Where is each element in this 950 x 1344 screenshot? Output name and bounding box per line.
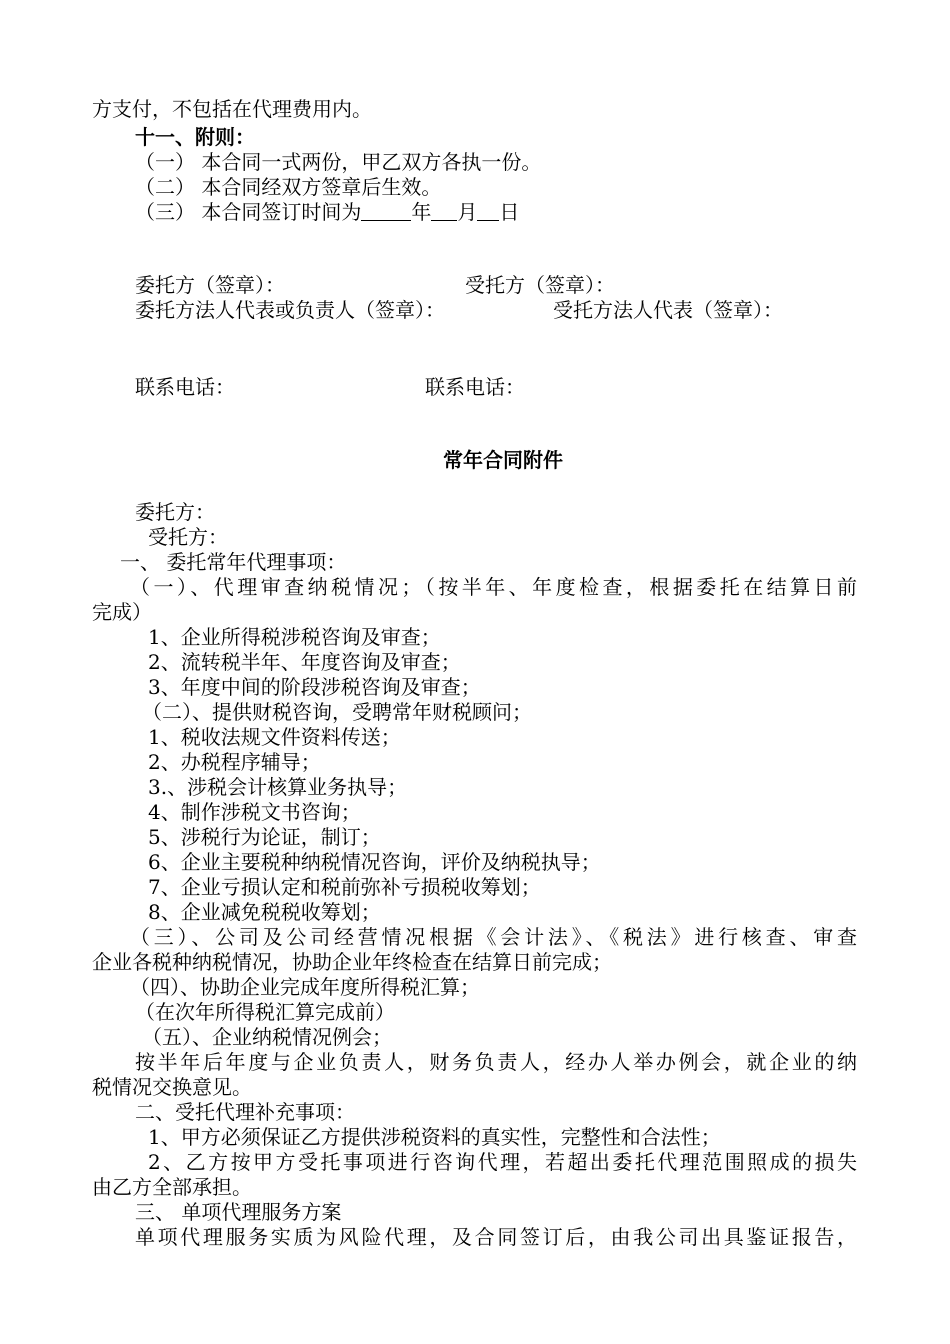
text-line: 完成）	[92, 600, 152, 624]
text-line: （一） 本合同一式两份，甲乙双方各执一份。	[135, 150, 542, 174]
text-line: （一）、代理审查纳税情况；（按半年、年度检查，根据委托在结算日前	[130, 575, 857, 599]
list-item: 1、企业所得税涉税咨询及审查；	[148, 625, 441, 649]
text-line: 委托方：	[135, 500, 215, 524]
list-item: 1、甲方必须保证乙方提供涉税资料的真实性，完整性和合法性；	[148, 1125, 721, 1149]
section-heading: 三、 单项代理服务方案	[135, 1200, 342, 1224]
signature-label-agent-rep: 受托方法人代表（签章）：	[553, 298, 783, 322]
phone-label-client: 联系电话：	[135, 375, 235, 399]
list-item: 3.、涉税会计核算业务执导；	[148, 775, 408, 799]
text-line: 二、受托代理补充事项：	[135, 1100, 355, 1124]
day-label: 日	[499, 200, 520, 224]
section-heading: 十一、附则：	[135, 125, 255, 149]
list-item: 7、企业亏损认定和税前弥补亏损税收筹划；	[148, 875, 541, 899]
text-line: 企业各税种纳税情况，协助企业年终检查在结算日前完成；	[92, 950, 612, 974]
list-item: 2、办税程序辅导；	[148, 750, 321, 774]
list-item: 5、涉税行为论证，制订；	[148, 825, 381, 849]
text-line: 税情况交换意见。	[92, 1075, 252, 1099]
list-item: 2、流转税半年、年度咨询及审查；	[148, 650, 461, 674]
list-item: 6、企业主要税种纳税情况咨询，评价及纳税执导；	[148, 850, 601, 874]
signature-label-client: 委托方（签章）：	[135, 273, 285, 297]
text-line: （在次年所得税汇算完成前）	[135, 1000, 395, 1024]
day-blank	[477, 202, 499, 221]
list-item: 3、年度中间的阶段涉税咨询及审查；	[148, 675, 481, 699]
text-line: （三） 本合同签订时间为	[135, 200, 362, 224]
text-line: 受托方：	[148, 525, 228, 549]
month-label: 月	[457, 200, 478, 224]
year-label: 年	[411, 200, 432, 224]
month-blank	[431, 202, 457, 221]
text-line: 单项代理服务实质为风险代理，及合同签订后，由我公司出具鉴证报告，	[135, 1225, 857, 1249]
signing-date-line	[135, 200, 519, 225]
phone-label-agent: 联系电话：	[425, 375, 525, 399]
list-item: 4、制作涉税文书咨询；	[148, 800, 361, 824]
text-line: （三）、公司及公司经营情况根据《会计法》、《税法》进行核查、审查	[130, 925, 857, 949]
text-line: 方支付，不包括在代理费用内。	[92, 97, 372, 121]
text-line: 一、 委托常年代理事项：	[120, 550, 347, 574]
year-blank	[361, 202, 411, 221]
annex-title: 常年合同附件	[443, 448, 563, 472]
text-line: （二） 本合同经双方签章后生效。	[135, 175, 442, 199]
list-item: 1、税收法规文件资料传送；	[148, 725, 401, 749]
signature-label-client-rep: 委托方法人代表或负责人（签章）：	[135, 298, 445, 322]
text-line: （四）、协助企业完成年度所得税汇算；	[130, 975, 480, 999]
signature-label-agent: 受托方（签章）：	[465, 273, 615, 297]
text-line: 按半年后年度与企业负责人，财务负责人，经办人举办例会，就企业的纳	[135, 1050, 857, 1074]
text-line: （五）、企业纳税情况例会；	[142, 1025, 392, 1049]
text-line: 由乙方全部承担。	[92, 1175, 252, 1199]
list-item: 2、乙方按甲方受托事项进行咨询代理，若超出委托代理范围照成的损失	[148, 1150, 857, 1174]
list-item: 8、企业减免税税收筹划；	[148, 900, 381, 924]
text-line: （二）、提供财税咨询，受聘常年财税顾问；	[142, 700, 532, 724]
